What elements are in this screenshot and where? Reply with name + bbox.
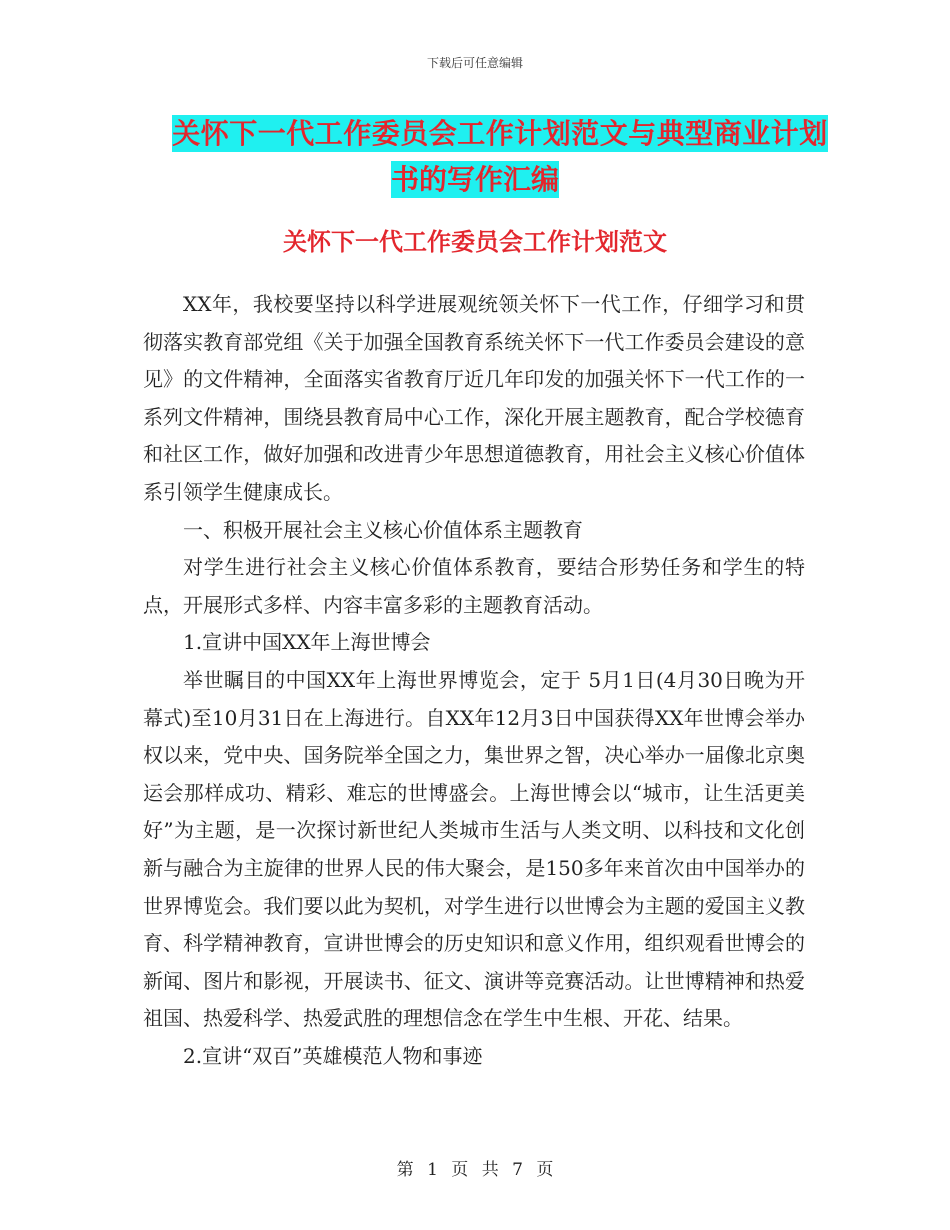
paragraph-section-1: 对学生进行社会主义核心价值体系教育，要结合形势任务和学生的特点，开展形式多样、内容丰富多彩的主题教育活动。 [143, 555, 805, 617]
section-title: 关怀下一代工作委员会工作计划范文 [283, 228, 667, 256]
document-title-line-2: 书的写作汇编 [390, 163, 559, 196]
document-body [143, 286, 805, 1075]
heading-section-1: 一、积极开展社会主义核心价值体系主题教育 [183, 517, 583, 542]
document-title-line-1: 关怀下一代工作委员会工作计划范文与典型商业计划 [172, 117, 828, 150]
heading-item-1: 1.宣讲中国XX年上海世博会 [183, 630, 431, 655]
paragraph-item-1: 举世瞩目的中国XX年上海世界博览会，定于 5月1日(4月30日晚为开幕式)至10月31日在上海进行。自XX年12月3日中国获得XX年世博会举办权以来，党中央、国务院举全国之力，集世界之智，决心举办一届像北京奥运会那样成功、精彩、难忘的世博盛会。上海世博会以“城市，让生活更美好”为主题，是一次探讨新世纪人类城市生活与人类文明、以科技和文化创新与融合为主旋律的世界人民的伟大聚会，是150多年来首次由中国举办的世界博览会。我们要以此为契机，对学生进行以世博会为主题的爱国主义教育、科学精神教育，宣讲世博会的历史知识和意义作用，组织观看世博会的新闻、图片和影视，开展读书、征文、演讲等竞赛活动。让世博精神和热爱祖国、热爱科学、热爱武胜的理想信念在学生中生根、开花、结果。 [143, 667, 805, 1031]
heading-item-2: 2.宣讲“双百”英雄模范人物和事迹 [183, 1043, 483, 1068]
header-note: 下载后可任意编辑 [426, 56, 523, 70]
paragraph-intro: XX年，我校要坚持以科学进展观统领关怀下一代工作，仔细学习和贯彻落实教育部党组《关于加强全国教育系统关怀下一代工作委员会建设的意见》的文件精神，全面落实省教育厅近几年印发的加强关怀下一代工作的一系列文件精神，围绕县教育局中心工作，深化开展主题教育，配合学校德育和社区工作，做好加强和改进青少年思想道德教育，用社会主义核心价值体系引领学生健康成长。 [143, 292, 805, 504]
page-number-footer: 第 1 页 共 7 页 [396, 1160, 554, 1180]
document-title [0, 112, 950, 202]
